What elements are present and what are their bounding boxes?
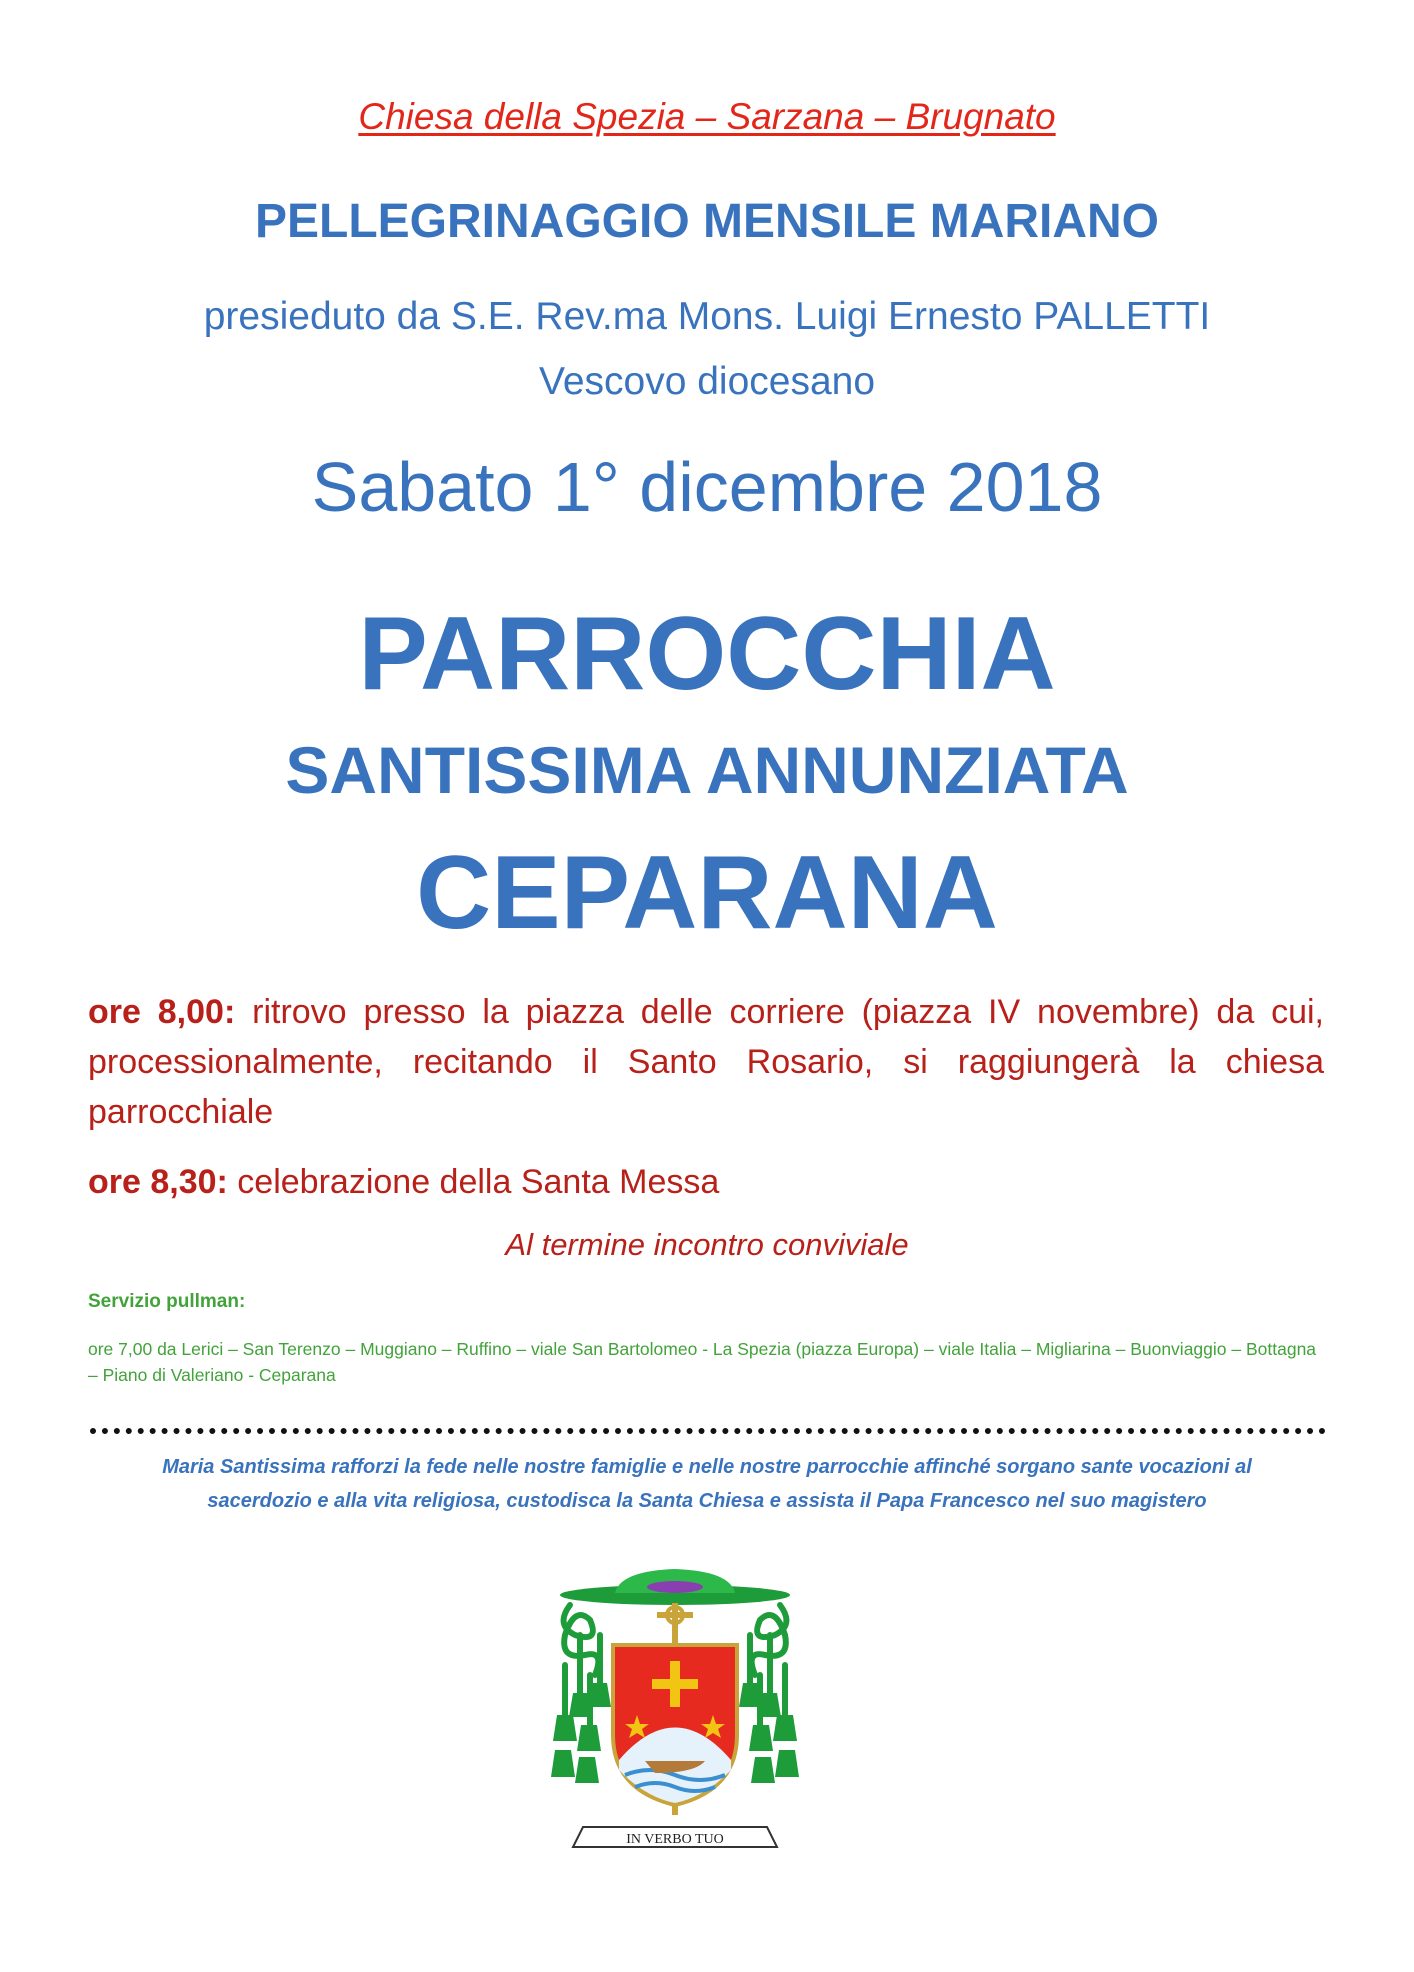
prayer-text: Maria Santissima rafforzi la fede nelle nostre famiglie e nelle nostre parrocchie affinché sorgano sante vocazioni al sacerdozio e alla vita religiosa, custodisca la Santa Chiesa e assista il Papa Francesco nel suo magistero xyxy=(162,1456,1252,1512)
dotted-divider xyxy=(90,1428,1326,1434)
parish-heading: PARROCCHIA xyxy=(358,596,1056,712)
motto-text: IN VERBO TUO xyxy=(626,1832,724,1847)
parish-name: SANTISSIMA ANNUNZIATA xyxy=(285,733,1129,807)
schedule-item xyxy=(88,1157,1324,1207)
event-title: PELLEGRINAGGIO MENSILE MARIANO xyxy=(254,195,1160,248)
bishop-role: Vescovo diocesano xyxy=(538,360,876,403)
presided-by-line: presieduto da S.E. Rev.ma Mons. Luigi Ernesto PALLETTI xyxy=(203,295,1211,338)
parish-town: CEPARANA xyxy=(416,835,998,951)
schedule-text: celebrazione della Santa Messa xyxy=(227,1163,720,1201)
schedule-item xyxy=(88,987,1324,1137)
schedule-time: ore 8,00: xyxy=(88,993,236,1031)
closing-note: Al termine incontro conviviale xyxy=(505,1227,909,1262)
schedule-time: ore 8,30: xyxy=(88,1163,228,1201)
episcopal-coat-of-arms-icon xyxy=(545,1565,805,1875)
event-date: Sabato 1° dicembre 2018 xyxy=(311,448,1103,526)
schedule-text: ritrovo presso la piazza delle corriere (piazza IV novembre) da cui, processionalmente, recitando il Santo Rosario, si raggiungerà la chiesa parrocchiale xyxy=(88,993,1324,1131)
diocese-heading: Chiesa della Spezia – Sarzana – Brugnato xyxy=(358,96,1056,137)
bus-service-label: Servizio pullman: xyxy=(88,1291,246,1312)
bus-route-text: ore 7,00 da Lerici – San Terenzo – Muggiano – Ruffino – viale San Bartolomeo - La Spezia (piazza Europa) – viale Italia – Migliarina – Buonviaggio – Bottagna – Piano di Valeriano - Ceparana xyxy=(88,1339,1317,1385)
